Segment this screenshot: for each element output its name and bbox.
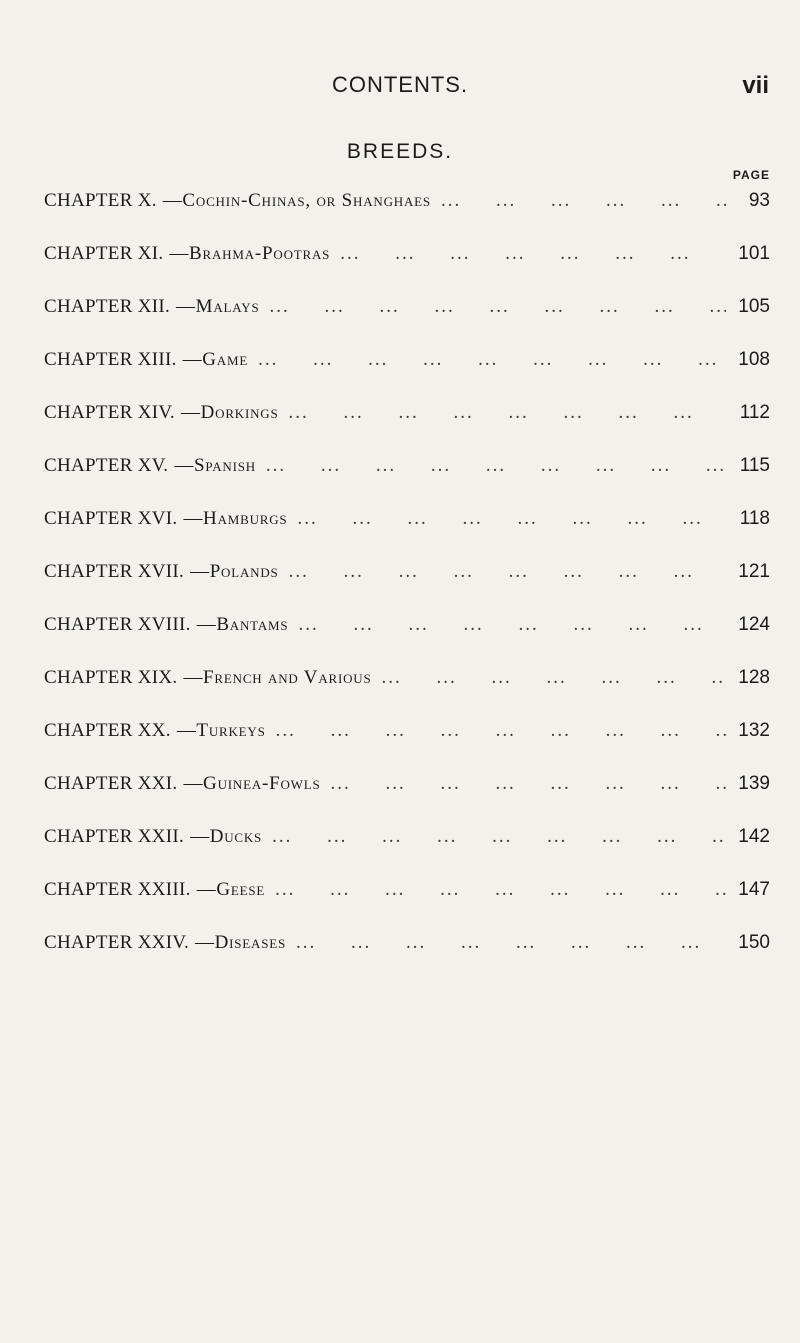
toc-entry	[44, 333, 770, 386]
chapter-page: 150	[738, 931, 770, 953]
chapter-page: 132	[738, 719, 770, 741]
chapter-separator: —	[183, 507, 204, 529]
chapter-title: Turkeys	[196, 719, 266, 741]
chapter-separator: —	[196, 878, 217, 900]
chapter-separator: —	[182, 348, 203, 370]
chapter-separator: —	[183, 666, 204, 688]
chapter-title: Game	[202, 348, 249, 370]
toc-entry	[44, 757, 770, 810]
chapter-label: CHAPTER XXIII.	[44, 878, 191, 900]
chapter-label: CHAPTER XII.	[44, 295, 171, 317]
chapter-label: CHAPTER XXII.	[44, 825, 185, 847]
chapter-title: Spanish	[193, 454, 256, 476]
chapter-page: 115	[739, 454, 770, 476]
chapter-page: 147	[738, 878, 770, 900]
toc-entry	[44, 386, 770, 439]
chapter-title: Bantams	[216, 613, 289, 635]
chapter-label: CHAPTER XVIII.	[44, 613, 191, 635]
chapter-label: CHAPTER XX.	[44, 719, 171, 741]
toc-entry	[44, 492, 770, 545]
dot-leader	[276, 720, 726, 742]
toc-entry	[44, 598, 770, 651]
toc-entry	[44, 227, 770, 280]
dot-leader	[296, 932, 726, 954]
dot-leader	[270, 296, 727, 318]
chapter-title: French and Various	[203, 666, 372, 688]
chapter-label: CHAPTER XIV.	[44, 401, 175, 423]
dot-leader	[272, 826, 726, 848]
chapter-title: Hamburgs	[203, 507, 288, 529]
chapter-label: CHAPTER XVI.	[44, 507, 178, 529]
dot-leader	[382, 667, 726, 689]
chapter-separator: —	[162, 189, 183, 211]
chapter-page: 108	[738, 348, 770, 370]
chapter-label: CHAPTER XVII.	[44, 560, 185, 582]
dot-leader	[289, 561, 726, 583]
chapter-page: 121	[738, 560, 770, 582]
chapter-title: Diseases	[214, 931, 287, 953]
chapter-page: 139	[738, 772, 770, 794]
chapter-title: Ducks	[209, 825, 263, 847]
chapter-separator: —	[176, 295, 196, 317]
toc-entry	[44, 174, 770, 227]
dot-leader	[275, 879, 726, 901]
chapter-label: CHAPTER XV.	[44, 454, 169, 476]
chapter-label: CHAPTER X.	[44, 189, 157, 211]
chapter-separator: —	[176, 719, 197, 741]
chapter-title: Guinea-Fowls	[203, 772, 321, 794]
chapter-title: Geese	[216, 878, 266, 900]
section-title: BREEDS.	[346, 140, 454, 163]
chapter-separator: —	[190, 825, 210, 847]
dot-leader	[298, 614, 726, 636]
toc-entry	[44, 439, 770, 492]
toc-entry	[44, 280, 770, 333]
page-number: vii	[742, 72, 769, 99]
chapter-page: 142	[738, 825, 770, 847]
chapter-title: Cochin-Chinas, or Shanghaes	[182, 189, 431, 211]
dot-leader	[289, 402, 726, 424]
chapter-title: Dorkings	[200, 401, 279, 423]
chapter-page: 118	[739, 507, 770, 529]
chapter-label: CHAPTER XXI.	[44, 772, 178, 794]
dot-leader	[258, 349, 726, 371]
page-column-label: PAGE	[732, 168, 770, 182]
chapter-page: 128	[738, 666, 770, 688]
chapter-page: 93	[748, 189, 770, 211]
chapter-separator: —	[183, 772, 204, 794]
running-title: CONTENTS.	[331, 72, 469, 97]
chapter-page: 112	[739, 401, 770, 423]
dot-leader	[266, 455, 726, 477]
chapter-page: 124	[738, 613, 770, 635]
chapter-separator: —	[196, 613, 217, 635]
running-head	[0, 72, 800, 112]
toc-entry	[44, 545, 770, 598]
chapter-label: CHAPTER XIII.	[44, 348, 177, 370]
chapter-separator: —	[190, 560, 210, 582]
chapter-page: 105	[738, 295, 770, 317]
dot-leader	[340, 243, 726, 265]
chapter-title: Brahma-Pootras	[189, 242, 331, 264]
toc-entry	[44, 863, 770, 916]
toc-entry	[44, 916, 770, 969]
chapter-label: CHAPTER XXIV.	[44, 931, 190, 953]
chapter-separator: —	[174, 454, 194, 476]
dot-leader	[297, 508, 726, 530]
chapter-separator: —	[181, 401, 201, 423]
chapter-separator: —	[195, 931, 215, 953]
chapter-separator: —	[169, 242, 190, 264]
chapter-title: Polands	[209, 560, 279, 582]
toc-entry	[44, 704, 770, 757]
chapter-label: CHAPTER XI.	[44, 242, 164, 264]
table-of-contents	[44, 174, 770, 969]
chapter-title: Malays	[195, 295, 260, 317]
chapter-label: CHAPTER XIX.	[44, 666, 178, 688]
dot-leader	[331, 773, 726, 795]
toc-entry	[44, 651, 770, 704]
chapter-page: 101	[738, 242, 770, 264]
dot-leader	[441, 190, 726, 212]
toc-entry	[44, 810, 770, 863]
